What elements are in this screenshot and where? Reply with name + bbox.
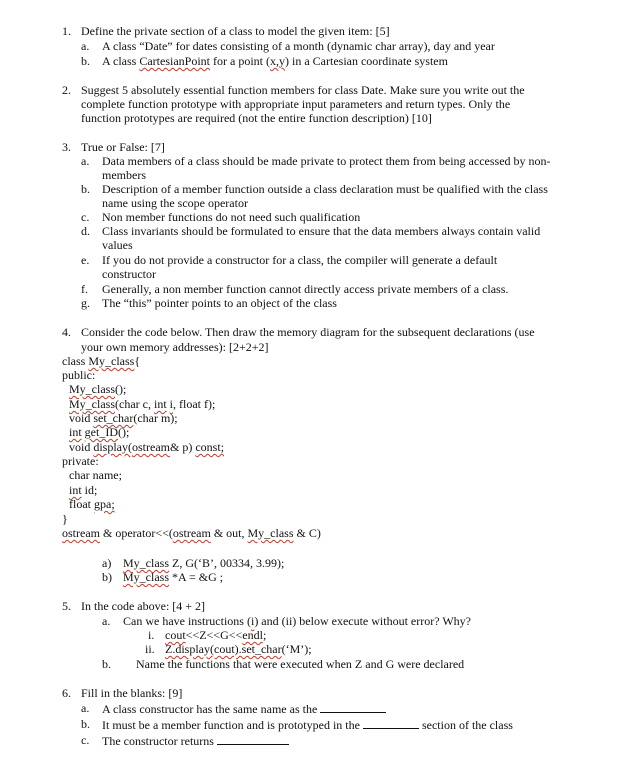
item-text: Can we have instructions (i) and (ii) below execute without error? Why? — [123, 614, 472, 628]
code-line: ostream & operator<<(ostream & out, My_class & C) — [62, 526, 321, 540]
item-label: e. — [81, 253, 90, 267]
question-number: 5. — [62, 599, 71, 613]
item-text: If you do not provide a constructor for a class, the compiler will generate a default — [102, 253, 498, 267]
item-text: members — [102, 168, 146, 182]
item-text: My_class Z, G(‘B’, 00334, 3.99); — [123, 556, 285, 570]
code-line: My_class(); — [69, 382, 127, 396]
item-text: The “this” pointer points to an object of the class — [102, 296, 337, 310]
question-number: 2. — [62, 83, 71, 97]
item-label: b. — [81, 717, 90, 731]
item-label: a. — [81, 154, 90, 168]
code-line: void display(ostream& p) const; — [69, 440, 225, 454]
item-label: a. — [81, 701, 90, 715]
question-text: In the code above: [4 + 2] — [81, 599, 206, 613]
item-label: f. — [81, 282, 88, 296]
question-number: 1. — [62, 24, 71, 38]
question-text: True or False: [7] — [81, 140, 165, 154]
item-label: a. — [102, 614, 111, 628]
code-line: class My_class{ — [62, 354, 141, 368]
question-number: 6. — [62, 686, 71, 700]
code-line: public: — [62, 368, 96, 382]
code-line: void set_char(char m); — [69, 411, 178, 425]
item-label: c. — [81, 210, 90, 224]
item-text: constructor — [102, 267, 156, 281]
item-text: name using the scope operator — [102, 196, 248, 210]
item-text: Description of a member function outside a class declaration must be qualified with the class — [102, 182, 548, 196]
item-text: Data members of a class should be made private to protect them from being accessed by non- — [102, 154, 551, 168]
code-line: private: — [62, 454, 99, 468]
item-text: values — [102, 238, 133, 252]
item-text: The constructor returns — [102, 733, 289, 748]
item-text: Class invariants should be formulated to ensure that the data members always contain valid — [102, 224, 541, 238]
fill-blank — [217, 733, 289, 745]
code-line: } — [62, 512, 68, 526]
item-label: d. — [81, 224, 90, 238]
sub-item-label: ii. — [145, 642, 155, 656]
item-label: g. — [81, 296, 90, 310]
code-line: int get_ID(); — [69, 425, 130, 439]
item-label: b. — [81, 54, 90, 68]
question-text: function prototypes are required (not the entire function description) [10] — [81, 111, 432, 125]
code-line: char name; — [69, 468, 122, 482]
question-text: your own memory addresses): [2+2+2] — [81, 340, 269, 354]
fill-blank — [363, 717, 419, 729]
question-text: Consider the code below. Then draw the memory diagram for the subsequent declarations (use — [81, 325, 535, 339]
item-text: Generally, a non member function cannot directly access private members of a class. — [102, 282, 509, 296]
item-text: Non member functions do not need such qualification — [102, 210, 361, 224]
question-number: 4. — [62, 325, 71, 339]
item-text: A class constructor has the same name as the — [102, 701, 386, 716]
item-label: b. — [81, 182, 90, 196]
item-text: A class CartesianPoint for a point (x,y) in a Cartesian coordinate system — [102, 54, 448, 68]
question-text: Fill in the blanks: [9] — [81, 686, 183, 700]
code-line: My_class(char c, int i, float f); — [69, 397, 216, 411]
code-line: float gpa; — [69, 497, 115, 511]
item-text: A class “Date” for dates consisting of a month (dynamic char array), day and year — [102, 39, 495, 53]
item-text: It must be a member function and is prototyped in the section of the class — [102, 718, 513, 732]
sub-item-text: cout<<Z<<G<<endl; — [165, 628, 267, 642]
question-text: Define the private section of a class to model the given item: [5] — [81, 24, 390, 38]
sub-item-text: Z.display(cout).set_char(‘M’); — [165, 642, 312, 656]
item-label: a) — [102, 556, 112, 570]
item-text: My_class *A = &G ; — [123, 570, 224, 584]
question-text: complete function prototype with appropriate input parameters and return types. Only the — [81, 97, 511, 111]
item-label: a. — [81, 39, 90, 53]
item-text: Name the functions that were executed when Z and G were declared — [136, 657, 465, 671]
fill-blank — [320, 701, 386, 713]
item-label: b) — [102, 570, 112, 584]
sub-item-label: i. — [148, 628, 155, 642]
item-label: c. — [81, 733, 90, 747]
item-label: b. — [102, 657, 111, 671]
question-text: Suggest 5 absolutely essential function members for class Date. Make sure you write out the — [81, 83, 525, 97]
code-line: int id; — [69, 483, 98, 497]
question-number: 3. — [62, 140, 71, 154]
